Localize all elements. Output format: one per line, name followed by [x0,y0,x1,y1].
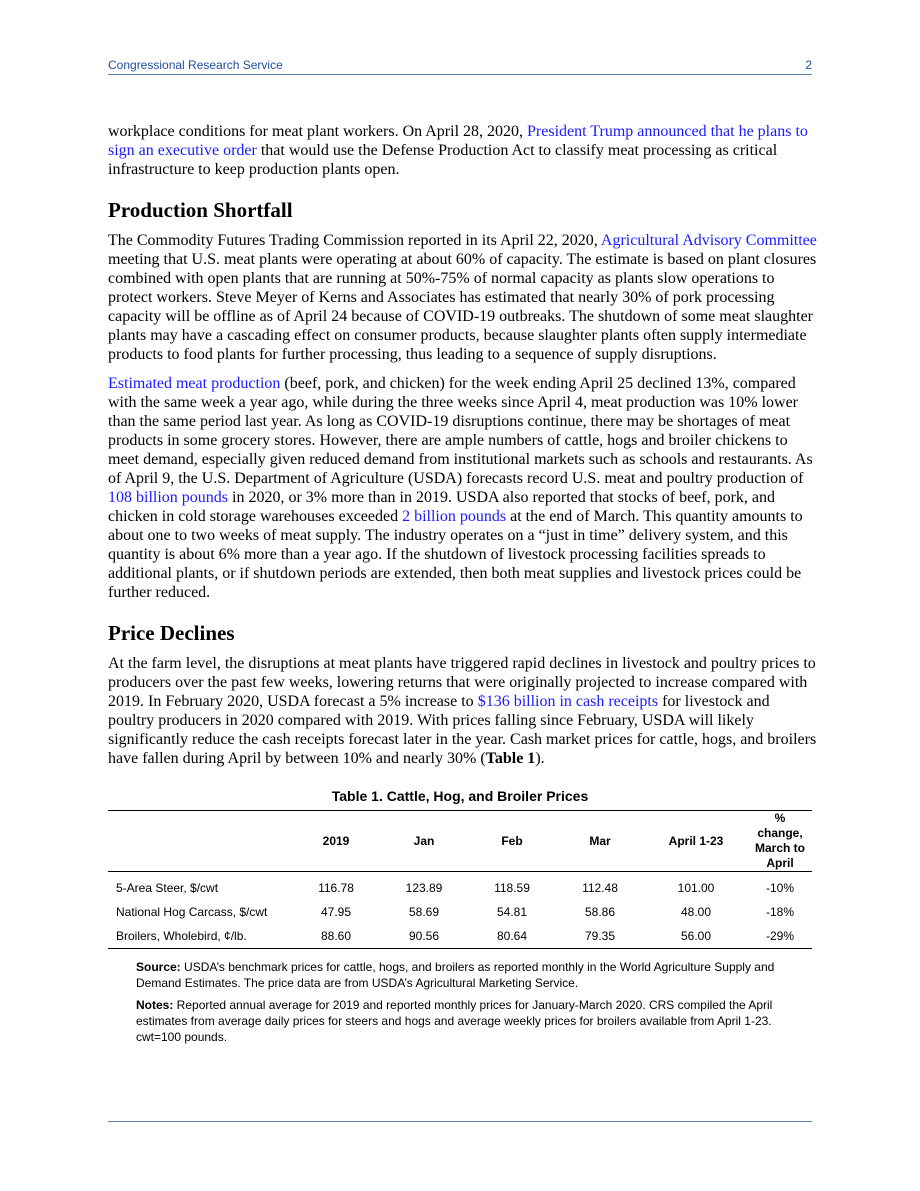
notes-note [136,997,816,1045]
production-p2-text-1: (beef, pork, and chicken) for the week ending April 25 declined 13%, compared with the same week a year ago, while during the three weeks since April 4, meat production was 10% lower than the same period last year. As long as COVID-19 disruptions continue, there may be shortages of meat products in some grocery stores. However, there are ample numbers of cattle, hogs and broiler chickens to meet demand, especially given reduced demand from institutional markets such as schools and restaurants. As of April 9, the U.S. Department of Agriculture (USDA) forecasts record U.S. meat and poultry production of [108,375,813,487]
document-body [108,122,818,1051]
cell-change: -10% [765,881,794,895]
row-label: National Hog Carcass, $/cwt [116,905,268,919]
estimated-meat-production-link[interactable]: Estimated meat production [108,375,281,392]
notes-text: Reported annual average for 2019 and reported monthly prices for January-March 2020. CRS compiled the April estimates from average daily prices for steers and hogs and average weekly prices for broilers available from April 1-23. cwt=100 pounds. [136,998,773,1044]
2-billion-pounds-link[interactable]: 2 billion pounds [402,508,507,525]
production-p1-text-1: The Commodity Futures Trading Commission reported in its April 22, 2020, [108,232,601,249]
production-paragraph-2 [108,374,818,602]
table-title: Table 1. Cattle, Hog, and Broiler Prices [331,788,589,804]
cell-feb: 118.59 [494,881,530,895]
cell-mar: 112.48 [582,881,618,895]
prices-paragraph-1 [108,654,818,768]
header-jan: Jan [413,833,435,848]
footer-rule [108,1121,812,1122]
executive-order-link[interactable]: President Trump announced that he plans to sign an executive order [108,123,808,159]
agricultural-advisory-committee-link[interactable]: Agricultural Advisory Committee [600,232,817,249]
table-row [108,872,812,901]
cell-mar: 79.35 [584,929,616,943]
table-row [108,924,812,949]
header-change-line-1: % change, [757,811,803,840]
cash-receipts-link[interactable]: $136 billion in cash receipts [477,693,659,710]
prices-p1-text-3: ). [535,750,545,767]
header-empty [108,811,292,872]
table-1-reference: Table 1 [485,750,536,767]
cell-jan: 58.69 [408,905,440,919]
cell-april: 56.00 [680,929,712,943]
organization-name: Congressional Research Service [108,58,283,72]
source-note [136,959,816,991]
price-declines-heading: Price Declines [108,621,235,645]
108-billion-pounds-link[interactable]: 108 billion pounds [108,489,229,506]
row-label: Broilers, Wholebird, ¢/lb. [116,929,247,943]
notes-label: Notes: [136,998,174,1012]
cell-feb: 80.64 [496,929,528,943]
cell-2019: 116.78 [318,881,354,895]
cell-april: 101.00 [677,881,715,895]
production-p2-text-2: in 2020, or 3% more than in 2019. USDA also reported that stocks of beef, pork, and chicken in cold storage warehouses exceeded [108,489,776,525]
cell-mar: 58.86 [584,905,616,919]
source-text: USDA’s benchmark prices for cattle, hogs, and broilers as reported monthly in the World Agriculture Supply and Demand Estimates. The price data are from USDA’s Agricultural Marketing Service. [136,960,775,990]
prices-table [108,810,812,949]
table-notes [136,959,816,1045]
header-april: April 1-23 [668,833,724,848]
table-header-row [108,811,812,872]
intro-text-1: workplace conditions for meat plant workers. On April 28, 2020, [108,123,528,140]
cell-jan: 123.89 [405,881,443,895]
source-label: Source: [136,960,181,974]
header-mar: Mar [589,833,611,848]
cell-change: -18% [765,905,794,919]
intro-paragraph [108,122,818,179]
production-paragraph-1 [108,231,818,364]
cell-2019: 88.60 [320,929,352,943]
header-2019: 2019 [322,833,350,848]
header-change [748,811,812,872]
header-change-line-2: March to April [754,841,805,870]
production-p1-text-2: meeting that U.S. meat plants were operating at about 60% of capacity. The estimate is based on plant closures combined with open plants that are running at 50%-75% of normal capacity as plants slow operations to protect workers. Steve Meyer of Kerns and Associates has estimated that nearly 30% of pork processing capacity will be offline as of April 24 because of COVID-19 outbreaks. The shutdown of some meat slaughter plants may have a cascading effect on consumer products, because slaughter plants often supply intermediate products to food plants for further processing, thus leading to a sequence of supply disruptions. [108,251,817,363]
production-p2-text-3: at the end of March. This quantity amounts to about one to two weeks of meat supply. The industry operates on a “just in time” delivery system, and this quantity is about 6% more than a year ago. If the shutdown of livestock processing facilities spreads to additional plants, or if shutdown periods are extended, then both meat supplies and livestock prices could be further reduced. [108,508,803,601]
page-header [108,58,812,75]
cell-jan: 90.56 [408,929,440,943]
cell-april: 48.00 [680,905,712,919]
prices-p1-text-1: At the farm level, the disruptions at meat plants have triggered rapid declines in livestock and poultry prices to producers over the past few weeks, lowering returns that were originally projected to increase compared with 2019. In February 2020, USDA forecast a 5% increase to [108,655,816,710]
cell-change: -29% [765,929,794,943]
cell-2019: 47.95 [320,905,352,919]
row-label: 5-Area Steer, $/cwt [116,881,219,895]
intro-text-2: that would use the Defense Production Act to classify meat processing as critical infrastructure to keep production plants open. [108,142,778,178]
header-feb: Feb [501,833,523,848]
production-shortfall-heading: Production Shortfall [108,198,293,222]
cell-feb: 54.81 [496,905,528,919]
page-number: 2 [805,58,812,72]
prices-p1-text-2: for livestock and poultry producers in 2020 compared with 2019. With prices falling since February, USDA will likely significantly reduce the cash receipts forecast later in the year. Cash market prices for cattle, hogs, and broilers have fallen during April by between 10% and nearly 30% ( [108,693,817,767]
table-row [108,900,812,924]
